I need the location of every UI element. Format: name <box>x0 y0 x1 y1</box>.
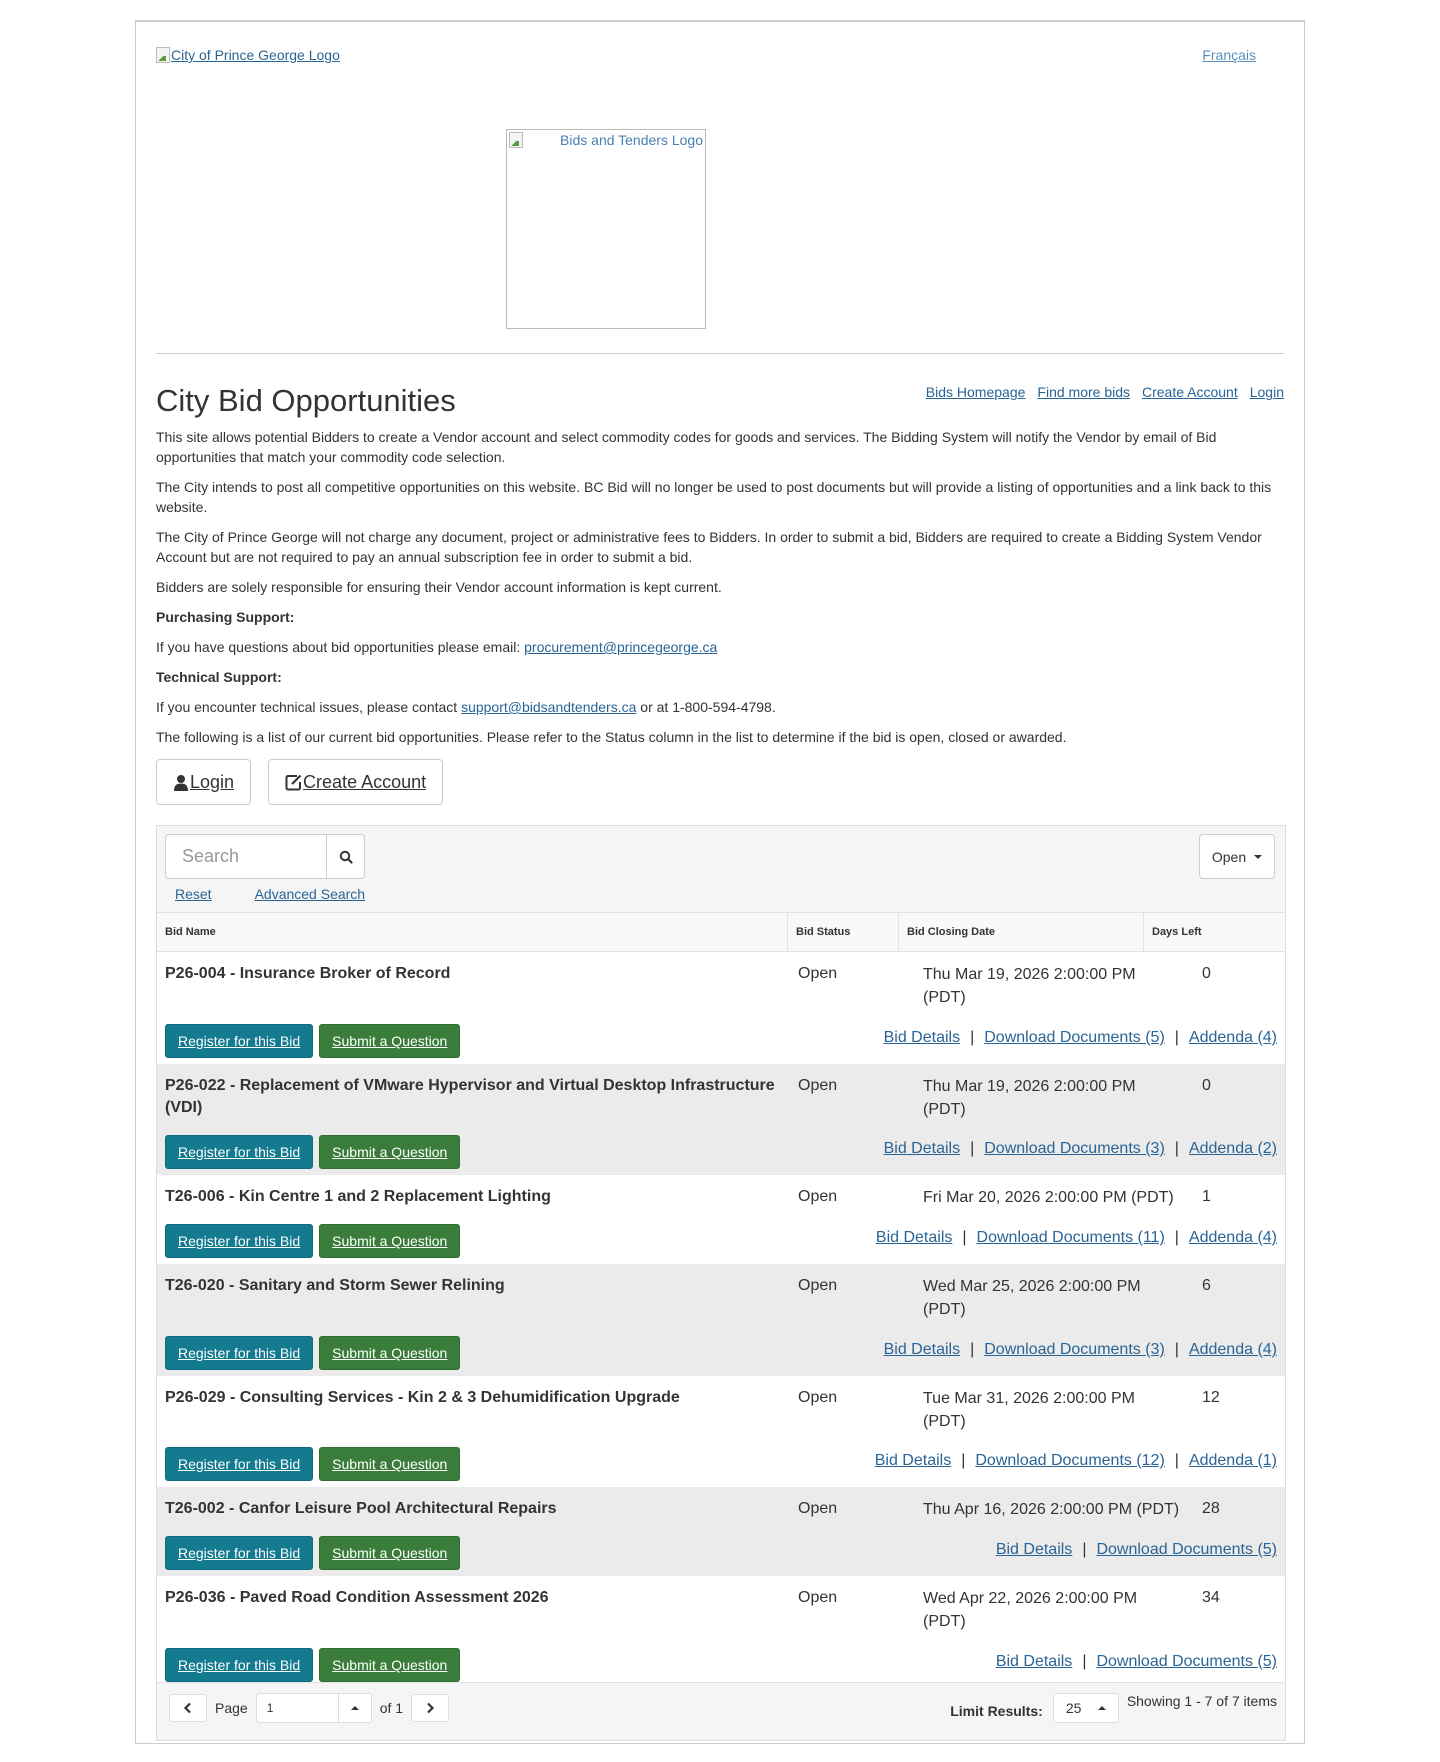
submit-question-button[interactable]: Submit a Question <box>319 1024 460 1058</box>
separator: | <box>970 1341 975 1358</box>
addenda-link[interactable]: Addenda (4) <box>1188 1029 1277 1046</box>
separator: | <box>961 1452 966 1469</box>
table-header <box>157 912 1285 952</box>
addenda-link[interactable]: Addenda (4) <box>1188 1229 1277 1246</box>
table-row <box>157 952 1285 1064</box>
limit-results-dropdown[interactable] <box>1053 1693 1119 1723</box>
search-input[interactable] <box>165 834 326 879</box>
row-links <box>996 1653 1277 1671</box>
edit-icon <box>285 774 302 791</box>
bid-name: T26-006 - Kin Centre 1 and 2 Replacement Lighting <box>165 1188 551 1205</box>
bid-status: Open <box>798 1277 838 1294</box>
bid-details-link[interactable]: Bid Details <box>995 1653 1073 1670</box>
procurement-email-link[interactable]: procurement@princegeorge.ca <box>524 639 718 655</box>
bid-name: T26-020 - Sanitary and Storm Sewer Relining <box>165 1277 505 1294</box>
bid-status: Open <box>798 1500 838 1517</box>
row-actions <box>165 1336 460 1370</box>
download-documents-link[interactable]: Download Documents (3) <box>984 1140 1165 1157</box>
row-actions <box>165 1024 460 1058</box>
addenda-link[interactable]: Addenda (2) <box>1188 1140 1277 1157</box>
prev-page-button[interactable] <box>169 1694 207 1722</box>
bid-name: P26-036 - Paved Road Condition Assessment 2026 <box>165 1589 549 1606</box>
bid-status: Open <box>798 965 838 982</box>
bid-details-link[interactable]: Bid Details <box>875 1229 953 1246</box>
separator: | <box>1174 1341 1179 1358</box>
bt-logo-alt: Bids and Tenders Logo <box>560 132 703 148</box>
submit-question-button[interactable]: Submit a Question <box>319 1135 460 1169</box>
purchasing-text <box>156 637 1286 657</box>
caret-up-icon <box>1098 1706 1106 1710</box>
login-link[interactable]: Login <box>1249 384 1284 400</box>
search-button[interactable] <box>326 834 365 879</box>
status-filter-value: Open <box>1211 848 1247 865</box>
page-label: Page <box>215 1700 248 1716</box>
bid-status: Open <box>798 1077 838 1094</box>
row-actions <box>165 1447 460 1481</box>
purchasing-heading: Purchasing Support: <box>156 609 295 625</box>
bids-table-body <box>157 952 1285 1688</box>
list-note: The following is a list of our current bid opportunities. Please refer to the Status column in the list to determine if the bid is open, closed or awarded. <box>156 729 1067 745</box>
bid-closing-date: Tue Mar 31, 2026 2:00:00 PM (PDT) <box>923 1390 1135 1430</box>
technical-text <box>156 697 1286 717</box>
create-account-button[interactable] <box>268 759 443 805</box>
search-group <box>165 834 365 879</box>
bid-status: Open <box>798 1389 838 1406</box>
separator: | <box>1174 1029 1179 1046</box>
download-documents-link[interactable]: Download Documents (11) <box>976 1229 1165 1246</box>
bid-days-left: 0 <box>1202 1077 1211 1094</box>
bid-status: Open <box>798 1188 838 1205</box>
caret-down-icon <box>1254 855 1262 859</box>
table-row <box>157 1064 1285 1175</box>
table-row <box>157 1487 1285 1576</box>
table-row <box>157 1264 1285 1376</box>
column-header-bid-status[interactable]: Bid Status <box>788 913 899 951</box>
bid-name: T26-002 - Canfor Leisure Pool Architectural Repairs <box>165 1500 557 1517</box>
login-button[interactable] <box>156 759 251 805</box>
bid-details-link[interactable]: Bid Details <box>883 1341 961 1358</box>
submit-question-button[interactable]: Submit a Question <box>319 1447 460 1481</box>
register-bid-button[interactable]: Register for this Bid <box>165 1536 313 1570</box>
page-count: of 1 <box>379 1700 404 1716</box>
column-header-days-left[interactable]: Days Left <box>1152 926 1202 938</box>
row-links <box>884 1029 1277 1047</box>
intro-paragraph: Bidders are solely responsible for ensuring their Vendor account information is kept current. <box>156 579 722 595</box>
bid-closing-date: Wed Apr 22, 2026 2:00:00 PM (PDT) <box>923 1590 1138 1630</box>
separator: | <box>970 1140 975 1157</box>
table-row <box>157 1376 1285 1487</box>
intro-paragraph: The City intends to post all competitive opportunities on this website. BC Bid will no longer be used to post documents but will provide a listing of opportunities and a link back to this website. <box>156 479 1272 515</box>
submit-question-button[interactable]: Submit a Question <box>319 1648 460 1682</box>
top-links <box>926 384 1284 400</box>
bid-closing-date: Thu Mar 19, 2026 2:00:00 PM (PDT) <box>923 966 1136 1006</box>
addenda-link[interactable]: Addenda (4) <box>1188 1341 1277 1358</box>
page-number-value[interactable]: 1 <box>257 1694 339 1722</box>
row-links <box>884 1140 1277 1158</box>
bid-name: P26-004 - Insurance Broker of Record <box>165 965 451 982</box>
separator: | <box>1082 1541 1087 1558</box>
create-account-link[interactable]: Create Account <box>1142 384 1238 400</box>
broken-image-icon <box>509 132 523 148</box>
find-more-bids-link[interactable]: Find more bids <box>1037 384 1130 400</box>
submit-question-button[interactable]: Submit a Question <box>319 1336 460 1370</box>
page-spinner[interactable] <box>339 1694 371 1722</box>
page-container <box>135 20 1305 1744</box>
next-page-button[interactable] <box>411 1694 449 1722</box>
bid-status: Open <box>798 1589 838 1606</box>
bid-closing-date: Thu Apr 16, 2026 2:00:00 PM (PDT) <box>923 1501 1180 1518</box>
intro-paragraph: The City of Prince George will not charge any document, project or administrative fees to Bidders. In order to submit a bid, Bidders are required to create a Bidding System Vendor Account but are not required to pay an annual subscription fee in order to submit a bid. <box>156 529 1262 565</box>
register-bid-button[interactable]: Register for this Bid <box>165 1024 313 1058</box>
bid-details-link[interactable]: Bid Details <box>883 1029 961 1046</box>
limit-label: Limit Results: <box>950 1703 1043 1719</box>
register-bid-button[interactable]: Register for this Bid <box>165 1447 313 1481</box>
divider <box>156 353 1284 354</box>
bid-details-link[interactable]: Bid Details <box>874 1452 952 1469</box>
pagination <box>169 1693 449 1723</box>
bid-days-left: 34 <box>1202 1589 1220 1606</box>
intro-text <box>156 427 1286 757</box>
download-documents-link[interactable]: Download Documents (12) <box>975 1452 1165 1469</box>
bid-closing-date: Thu Mar 19, 2026 2:00:00 PM (PDT) <box>923 1078 1136 1118</box>
limit-results <box>950 1691 1277 1723</box>
bids-panel <box>156 825 1286 1741</box>
separator: | <box>1174 1140 1179 1157</box>
bid-days-left: 1 <box>1202 1188 1211 1205</box>
bid-days-left: 0 <box>1202 965 1211 982</box>
page-number-input[interactable] <box>256 1693 372 1723</box>
chevron-right-icon <box>425 1702 435 1714</box>
row-links <box>884 1341 1277 1359</box>
bid-closing-date: Fri Mar 20, 2026 2:00:00 PM (PDT) <box>923 1189 1174 1206</box>
bid-days-left: 6 <box>1202 1277 1211 1294</box>
row-links <box>996 1541 1277 1559</box>
separator: | <box>970 1029 975 1046</box>
separator: | <box>1174 1229 1179 1246</box>
account-buttons <box>156 759 443 805</box>
bid-name: P26-029 - Consulting Services - Kin 2 & 3 Dehumidification Upgrade <box>165 1389 680 1406</box>
download-documents-link[interactable]: Download Documents (5) <box>1096 1653 1277 1670</box>
separator: | <box>1174 1452 1179 1469</box>
technical-label: If you encounter technical issues, please contact <box>156 699 462 715</box>
download-documents-link[interactable]: Download Documents (3) <box>984 1341 1165 1358</box>
row-links <box>875 1452 1277 1470</box>
login-label: Login <box>190 771 235 792</box>
bid-days-left: 12 <box>1202 1389 1220 1406</box>
status-filter-dropdown[interactable] <box>1199 834 1275 879</box>
bid-details-link[interactable]: Bid Details <box>995 1541 1073 1558</box>
search-icon <box>339 850 353 864</box>
row-actions <box>165 1648 460 1682</box>
page-title: City Bid Opportunities <box>156 383 456 418</box>
intro-paragraph: This site allows potential Bidders to create a Vendor account and select commodity codes for goods and services. The Bidding System will notify the Vendor by email of Bid opportunities that match your commodity code selection. <box>156 429 1217 465</box>
user-icon <box>173 774 189 791</box>
table-footer <box>157 1682 1285 1740</box>
technical-heading: Technical Support: <box>156 669 282 685</box>
row-actions <box>165 1135 460 1169</box>
bids-tenders-logo <box>506 129 706 329</box>
create-account-label: Create Account <box>303 771 427 792</box>
chevron-left-icon <box>183 1702 193 1714</box>
bid-days-left: 28 <box>1202 1500 1220 1517</box>
showing-count: Showing 1 - 7 of 7 items <box>1126 1693 1277 1709</box>
register-bid-button[interactable]: Register for this Bid <box>165 1224 313 1258</box>
bid-details-link[interactable]: Bid Details <box>883 1140 961 1157</box>
bid-closing-date: Wed Mar 25, 2026 2:00:00 PM (PDT) <box>923 1278 1141 1318</box>
limit-value: 25 <box>1065 1700 1082 1716</box>
language-link[interactable]: Français <box>1202 47 1256 63</box>
support-email-link[interactable]: support@bidsandtenders.ca <box>461 699 637 715</box>
bid-name: P26-022 - Replacement of VMware Hypervisor and Virtual Desktop Infrastructure (VDI) <box>165 1077 775 1116</box>
row-links <box>876 1229 1277 1247</box>
download-documents-link[interactable]: Download Documents (5) <box>1096 1541 1277 1558</box>
table-row <box>157 1576 1285 1688</box>
register-bid-button[interactable]: Register for this Bid <box>165 1336 313 1370</box>
technical-phone: or at 1-800-594-4798. <box>636 699 776 715</box>
bids-homepage-link[interactable]: Bids Homepage <box>925 384 1026 400</box>
separator: | <box>1082 1653 1087 1670</box>
separator: | <box>962 1229 967 1246</box>
city-logo-link[interactable] <box>156 47 340 63</box>
download-documents-link[interactable]: Download Documents (5) <box>984 1029 1165 1046</box>
row-actions <box>165 1224 460 1258</box>
addenda-link[interactable]: Addenda (1) <box>1188 1452 1277 1469</box>
register-bid-button[interactable]: Register for this Bid <box>165 1648 313 1682</box>
purchasing-label: If you have questions about bid opportunities please email: <box>156 639 525 655</box>
register-bid-button[interactable]: Register for this Bid <box>165 1135 313 1169</box>
submit-question-button[interactable]: Submit a Question <box>319 1224 460 1258</box>
column-header-bid-name[interactable]: Bid Name <box>157 913 788 951</box>
reset-link[interactable]: Reset <box>175 886 212 902</box>
city-logo-alt: City of Prince George Logo <box>171 47 340 63</box>
column-header-closing-date[interactable]: Bid Closing Date <box>899 913 1144 951</box>
search-links <box>175 886 365 902</box>
row-actions <box>165 1536 460 1570</box>
broken-image-icon <box>156 47 170 63</box>
caret-up-icon <box>351 1706 359 1710</box>
advanced-search-link[interactable]: Advanced Search <box>254 886 366 902</box>
table-row <box>157 1175 1285 1264</box>
submit-question-button[interactable]: Submit a Question <box>319 1536 460 1570</box>
